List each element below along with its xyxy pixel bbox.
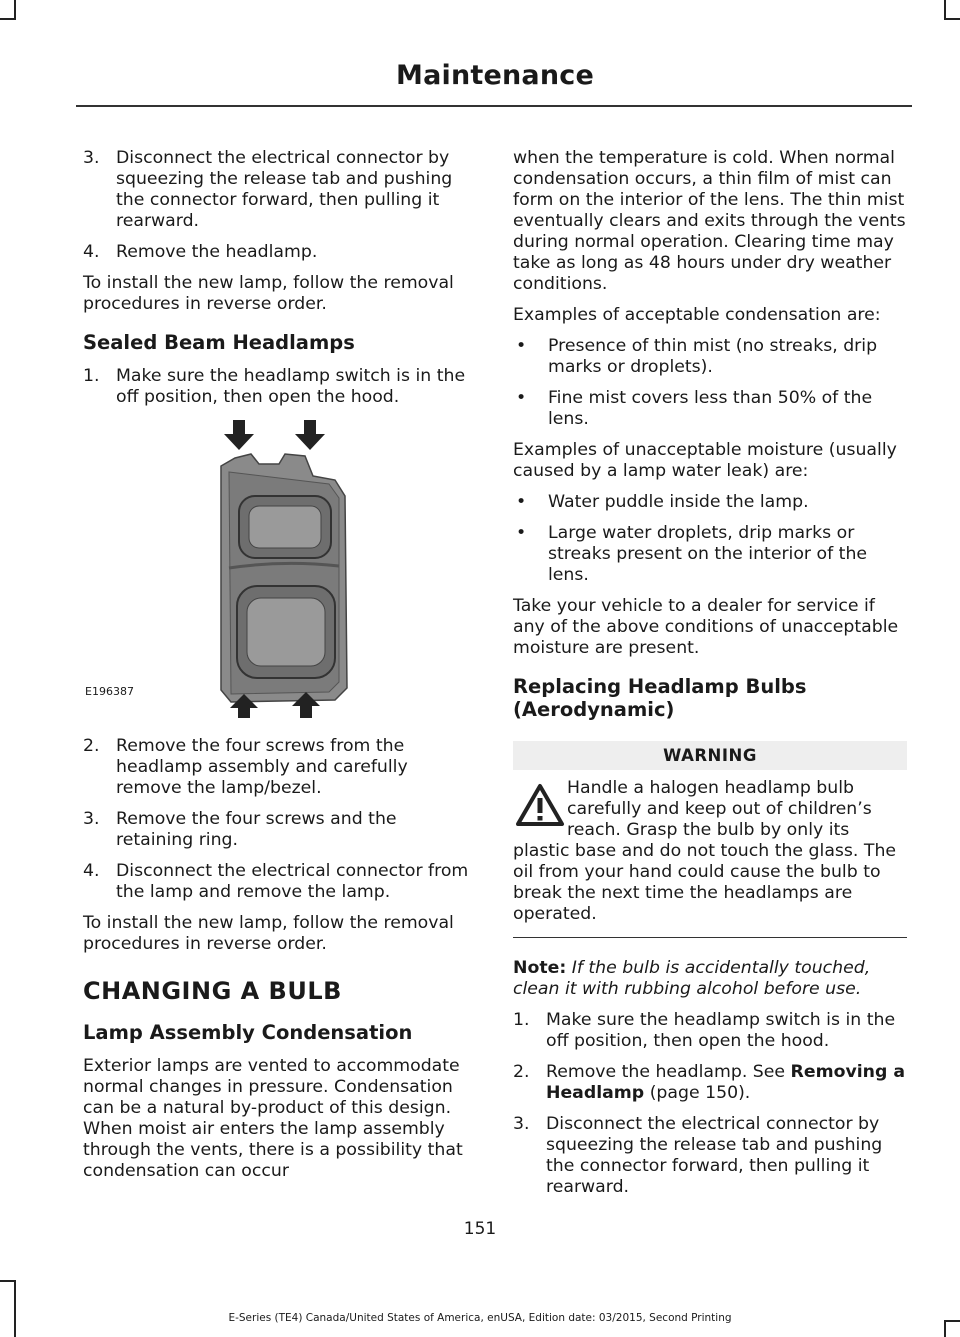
steps-list-b [83,366,477,408]
exterior-paragraph: Exterior lamps are vented to accommodate normal changes in pressure. Condensation can be a natural by-product of this design. When moist air enters the lamp assembly through the vents, there is a possibility that condensation can occur [83,1056,463,1181]
headlamp-figure [83,418,477,718]
list-item: 3. Disconnect the electrical connector by squeezing the release tab and pushing the connector forward, then pulling it rearward. [513,1114,883,1197]
list-item: • Presence of thin mist (no streaks, drip marks or droplets). [516,336,878,377]
list-item: • Water puddle inside the lamp. [516,492,809,512]
crop-mark [14,1280,16,1337]
install-paragraph: To install the new lamp, follow the removal procedures in reverse order. [83,913,454,954]
heading-condensation: Lamp Assembly Condensation [83,1021,413,1044]
unacceptable-list [513,492,907,586]
warning-text: Handle a halogen headlamp bulb carefully and keep out of children’s reach. Grasp the bulb by only its plastic base and do not touch the glass. The oil from your hand could cause the bulb to break the next time the headlamps are operated. [513,778,897,924]
crop-mark [0,18,16,20]
page-number: 151 [463,1219,497,1239]
page-title: Maintenance [396,60,594,91]
list-item: • Large water droplets, drip marks or streaks present on the interior of the lens. [516,523,868,585]
acceptable-list [513,336,907,430]
heading-changing-bulb: CHANGING A BULB [83,977,342,1005]
arrow-down-icon [224,420,325,450]
unacceptable-intro: Examples of unacceptable moisture (usually caused by a lamp water leak) are: [513,440,897,481]
note: Note: If the bulb is accidentally touched, clean it with rubbing alcohol before use. [513,958,871,999]
heading-replacing: Replacing Headlamp Bulbs (Aerodynamic) [513,675,807,721]
list-item: 1. Make sure the headlamp switch is in the off position, then open the hood. [513,1010,896,1051]
removing-headlamp-link[interactable]: Removing a Headlamp [546,1062,905,1103]
crop-mark [944,18,960,20]
left-column [83,148,477,1192]
warning-triangle-icon [513,780,567,830]
steps-list-a [83,148,477,263]
crop-mark [944,0,946,20]
list-item: 2. Remove the headlamp. See Removing a Headlamp (page 150). [513,1062,905,1103]
crop-mark [14,0,16,20]
warning-box [513,778,907,938]
footer-text: E-Series (TE4) Canada/United States of America, enUSA, Edition date: 03/2015, Second Printing [228,1312,732,1324]
list-item: • Fine mist covers less than 50% of the lens. [516,388,873,429]
list-item: 3. Disconnect the electrical connector by squeezing the release tab and pushing the connector forward, then pulling it rearward. [83,148,453,231]
right-column [513,148,907,1208]
steps-list-d [513,1010,907,1198]
list-item: 3. Remove the four screws and the retaining ring. [83,809,397,850]
condensation-paragraph: when the temperature is cold. When normal condensation occurs, a thin film of mist can form on the interior of the lens. The thin mist eventually clears and exits through the vents during normal operation. Clearing time may take as long as 48 hours under dry weather conditions. [513,148,906,294]
headlamp-illustration [83,418,477,718]
warning-title: WARNING [513,741,907,770]
list-item: 4. Disconnect the electrical connector from the lamp and remove the lamp. [83,861,469,902]
list-item: 4. Remove the headlamp. [83,242,318,262]
heading-sealed-beam: Sealed Beam Headlamps [83,331,355,354]
list-item: 1. Make sure the headlamp switch is in the off position, then open the hood. [83,366,466,407]
header-divider [76,105,912,107]
acceptable-intro: Examples of acceptable condensation are: [513,305,881,325]
steps-list-c [83,736,477,903]
list-item: 2. Remove the four screws from the headlamp assembly and carefully remove the lamp/bezel. [83,736,408,798]
crop-mark [0,1280,16,1282]
install-paragraph: To install the new lamp, follow the removal procedures in reverse order. [83,273,454,314]
dealer-paragraph: Take your vehicle to a dealer for service if any of the above conditions of unacceptable moisture are present. [513,596,899,658]
figure-label: E196387 [85,685,134,698]
